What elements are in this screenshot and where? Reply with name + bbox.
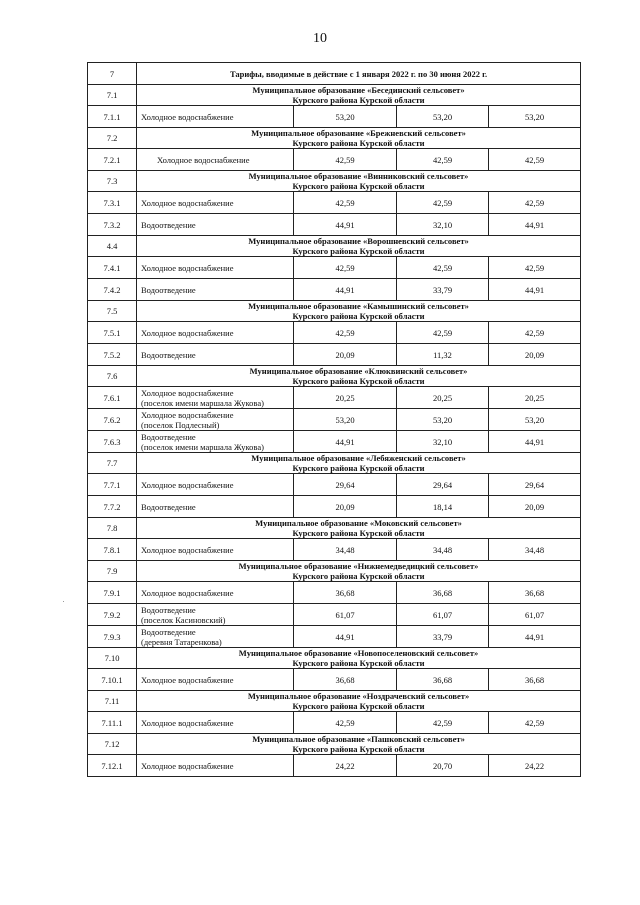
service-name-line: Водоотведение (141, 219, 196, 230)
tariff-value-3: 20,25 (489, 387, 581, 409)
tariff-value-1: 44,91 (294, 626, 397, 648)
tariff-value-1: 61,07 (294, 604, 397, 626)
service-name-line: Холодное водоснабжение (141, 387, 234, 398)
tariff-value-2: 42,59 (397, 322, 489, 344)
municipality-number: 7.5 (88, 301, 137, 322)
municipality-row (88, 301, 581, 322)
tariff-value-3: 44,91 (489, 431, 581, 453)
tariff-row (88, 582, 581, 604)
tariff-value-2: 42,59 (397, 149, 489, 171)
tariff-value-1: 20,09 (294, 496, 397, 518)
service-name (137, 192, 294, 214)
municipality-district-line: Курского района Курской области (292, 95, 425, 105)
service-name (137, 626, 294, 648)
service-name-line: Холодное водоснабжение (141, 409, 234, 420)
service-name-line: Водоотведение (141, 626, 196, 637)
scan-dot (63, 601, 64, 602)
tariff-number: 7.10.1 (88, 669, 137, 691)
municipality-name-line: Муниципальное образование «Моковский сельсовет» (255, 518, 462, 528)
municipality-district-line: Курского района Курской области (292, 181, 425, 191)
tariff-value-1: 53,20 (294, 106, 397, 128)
tariff-value-3: 44,91 (489, 626, 581, 648)
tariff-value-1: 42,59 (294, 322, 397, 344)
tariff-number: 7.1.1 (88, 106, 137, 128)
municipality-name (137, 236, 581, 257)
municipality-row (88, 734, 581, 755)
municipality-district-line: Курского района Курской области (292, 246, 425, 256)
municipality-name (137, 648, 581, 669)
municipality-name (137, 366, 581, 387)
service-location-line: (поселок имени маршала Жукова) (141, 397, 264, 408)
tariff-row (88, 192, 581, 214)
tariff-value-3: 42,59 (489, 149, 581, 171)
tariff-row (88, 106, 581, 128)
service-name-line: Холодное водоснабжение (141, 327, 234, 338)
tariff-value-2: 29,64 (397, 474, 489, 496)
tariff-value-2: 20,70 (397, 755, 489, 777)
municipality-number: 7.8 (88, 518, 137, 539)
municipality-number: 7.6 (88, 366, 137, 387)
tariff-value-2: 18,14 (397, 496, 489, 518)
tariff-number: 7.6.1 (88, 387, 137, 409)
tariff-row (88, 257, 581, 279)
tariff-value-2: 42,59 (397, 712, 489, 734)
municipality-name-line: Муниципальное образование «Клюквинский сельсовет» (249, 366, 468, 376)
tariff-value-1: 44,91 (294, 214, 397, 236)
municipality-number: 4.4 (88, 236, 137, 257)
municipality-row (88, 691, 581, 712)
tariff-value-1: 29,64 (294, 474, 397, 496)
tariff-row (88, 322, 581, 344)
municipality-row (88, 366, 581, 387)
tariff-number: 7.3.2 (88, 214, 137, 236)
tariff-value-1: 24,22 (294, 755, 397, 777)
section-number: 7 (88, 63, 137, 85)
municipality-number: 7.1 (88, 85, 137, 106)
municipality-number: 7.11 (88, 691, 137, 712)
municipality-name-line: Муниципальное образование «Новопоселеновский сельсовет» (238, 648, 479, 658)
tariff-row (88, 409, 581, 431)
tariff-number: 7.2.1 (88, 149, 137, 171)
service-name (137, 496, 294, 518)
municipality-district-line: Курского района Курской области (292, 138, 425, 148)
tariff-row (88, 712, 581, 734)
tariff-value-2: 36,68 (397, 669, 489, 691)
municipality-district-line: Курского района Курской области (292, 571, 425, 581)
tariff-row (88, 604, 581, 626)
tariff-value-2: 32,10 (397, 214, 489, 236)
tariff-row (88, 474, 581, 496)
tariff-value-2: 33,79 (397, 626, 489, 648)
tariff-value-3: 42,59 (489, 322, 581, 344)
tariff-value-3: 42,59 (489, 192, 581, 214)
municipality-row (88, 561, 581, 582)
service-name (137, 712, 294, 734)
tariff-value-2: 34,48 (397, 539, 489, 561)
tariff-number: 7.11.1 (88, 712, 137, 734)
municipality-district-line: Курского района Курской области (292, 376, 425, 386)
tariff-value-3: 44,91 (489, 214, 581, 236)
tariff-value-2: 53,20 (397, 409, 489, 431)
tariff-value-1: 44,91 (294, 279, 397, 301)
tariff-value-2: 53,20 (397, 106, 489, 128)
tariff-value-1: 42,59 (294, 149, 397, 171)
municipality-number: 7.2 (88, 128, 137, 149)
tariff-value-1: 42,59 (294, 712, 397, 734)
service-name-line: Холодное водоснабжение (141, 544, 234, 555)
municipality-number: 7.12 (88, 734, 137, 755)
service-name-line: Холодное водоснабжение (141, 760, 234, 771)
municipality-name (137, 691, 581, 712)
tariff-value-1: 44,91 (294, 431, 397, 453)
service-name (137, 582, 294, 604)
tariff-number: 7.8.1 (88, 539, 137, 561)
tariff-number: 7.9.1 (88, 582, 137, 604)
service-location-line: (поселок имени маршала Жукова) (141, 441, 264, 452)
tariff-value-1: 36,68 (294, 669, 397, 691)
tariff-value-1: 36,68 (294, 582, 397, 604)
service-name-line: Водоотведение (141, 501, 196, 512)
service-name (137, 257, 294, 279)
tariff-value-1: 20,25 (294, 387, 397, 409)
service-name (137, 344, 294, 366)
service-name-line: Холодное водоснабжение (141, 717, 234, 728)
tariff-value-2: 32,10 (397, 431, 489, 453)
municipality-name (137, 128, 581, 149)
service-location-line: (поселок Касиновский) (141, 614, 226, 625)
municipality-row (88, 518, 581, 539)
service-name (137, 387, 294, 409)
tariff-value-2: 33,79 (397, 279, 489, 301)
municipality-district-line: Курского района Курской области (292, 311, 425, 321)
service-name (137, 106, 294, 128)
tariff-row (88, 626, 581, 648)
service-name-line: Холодное водоснабжение (141, 479, 234, 490)
tariff-value-2: 42,59 (397, 192, 489, 214)
page-number: 10 (313, 31, 327, 46)
municipality-row (88, 236, 581, 257)
tariff-row (88, 431, 581, 453)
tariff-number: 7.5.1 (88, 322, 137, 344)
tariff-row (88, 755, 581, 777)
service-name (137, 149, 294, 171)
tariff-value-3: 36,68 (489, 669, 581, 691)
service-name-line: Холодное водоснабжение (141, 587, 234, 598)
service-name-line: Холодное водоснабжение (141, 111, 234, 122)
section-title: Тарифы, вводимые в действие с 1 января 2022 г. по 30 июня 2022 г. (137, 63, 581, 85)
service-name (137, 214, 294, 236)
municipality-row (88, 128, 581, 149)
tariff-number: 7.4.2 (88, 279, 137, 301)
service-name (137, 431, 294, 453)
municipality-number: 7.7 (88, 453, 137, 474)
municipality-row (88, 453, 581, 474)
municipality-name (137, 518, 581, 539)
tariff-row (88, 669, 581, 691)
tariff-value-1: 42,59 (294, 257, 397, 279)
tariff-value-2: 61,07 (397, 604, 489, 626)
municipality-district-line: Курского района Курской области (292, 658, 425, 668)
tariff-row (88, 344, 581, 366)
tariff-row (88, 214, 581, 236)
municipality-number: 7.9 (88, 561, 137, 582)
tariff-value-1: 34,48 (294, 539, 397, 561)
municipality-name (137, 85, 581, 106)
tariff-number: 7.3.1 (88, 192, 137, 214)
service-name-line: Водоотведение (141, 604, 196, 615)
tariff-value-1: 20,09 (294, 344, 397, 366)
service-location-line: (деревня Татаренкова) (141, 636, 222, 647)
tariff-value-2: 42,59 (397, 257, 489, 279)
tariff-value-2: 20,25 (397, 387, 489, 409)
municipality-district-line: Курского района Курской области (292, 463, 425, 473)
tariff-row (88, 387, 581, 409)
service-name (137, 474, 294, 496)
municipality-name (137, 301, 581, 322)
municipality-name-line: Муниципальное образование «Ворошневский сельсовет» (248, 236, 469, 246)
municipality-row (88, 648, 581, 669)
service-name-line: Холодное водоснабжение (141, 262, 234, 273)
tariff-value-3: 20,09 (489, 496, 581, 518)
municipality-row (88, 85, 581, 106)
tariff-number: 7.7.2 (88, 496, 137, 518)
tariff-number: 7.5.2 (88, 344, 137, 366)
tariff-number: 7.7.1 (88, 474, 137, 496)
service-name-line: Водоотведение (141, 284, 196, 295)
tariff-value-3: 42,59 (489, 257, 581, 279)
municipality-name (137, 171, 581, 192)
municipality-row (88, 171, 581, 192)
service-name (137, 669, 294, 691)
service-name-line: Водоотведение (141, 431, 196, 442)
municipality-name-line: Муниципальное образование «Бесединский сельсовет» (252, 85, 465, 95)
municipality-name-line: Муниципальное образование «Винниковский сельсовет» (248, 171, 469, 181)
tariff-value-2: 36,68 (397, 582, 489, 604)
municipality-name-line: Муниципальное образование «Лебяженский сельсовет» (251, 453, 466, 463)
municipality-district-line: Курского района Курской области (292, 744, 425, 754)
municipality-district-line: Курского района Курской области (292, 701, 425, 711)
municipality-name (137, 453, 581, 474)
service-name-line: Холодное водоснабжение (141, 674, 234, 685)
municipality-name (137, 561, 581, 582)
service-name (137, 755, 294, 777)
tariff-row (88, 496, 581, 518)
municipality-number: 7.10 (88, 648, 137, 669)
municipality-name-line: Муниципальное образование «Нижнемедведицкий сельсовет» (238, 561, 479, 571)
tariff-number: 7.12.1 (88, 755, 137, 777)
tariff-value-3: 29,64 (489, 474, 581, 496)
tariff-value-3: 42,59 (489, 712, 581, 734)
tariff-row (88, 539, 581, 561)
service-location-line: (поселок Подлесный) (141, 419, 220, 430)
tariff-table (87, 62, 581, 777)
tariff-number: 7.6.3 (88, 431, 137, 453)
municipality-name-line: Муниципальное образование «Пашковский сельсовет» (252, 734, 465, 744)
service-name (137, 604, 294, 626)
tariff-value-3: 53,20 (489, 409, 581, 431)
tariff-value-3: 44,91 (489, 279, 581, 301)
tariff-number: 7.9.3 (88, 626, 137, 648)
tariff-row (88, 279, 581, 301)
service-name-line: Холодное водоснабжение (141, 197, 234, 208)
tariff-value-2: 11,32 (397, 344, 489, 366)
municipality-number: 7.3 (88, 171, 137, 192)
municipality-name-line: Муниципальное образование «Камышинский сельсовет» (248, 301, 469, 311)
service-name-line: Водоотведение (141, 349, 196, 360)
tariff-row (88, 149, 581, 171)
tariff-value-3: 20,09 (489, 344, 581, 366)
municipality-name-line: Муниципальное образование «Ноздрачевский сельсовет» (247, 691, 470, 701)
tariff-value-3: 53,20 (489, 106, 581, 128)
tariff-value-1: 42,59 (294, 192, 397, 214)
tariff-number: 7.4.1 (88, 257, 137, 279)
service-name (137, 279, 294, 301)
tariff-number: 7.9.2 (88, 604, 137, 626)
tariff-value-3: 34,48 (489, 539, 581, 561)
service-name (137, 322, 294, 344)
municipality-name (137, 734, 581, 755)
tariff-value-3: 61,07 (489, 604, 581, 626)
tariff-value-1: 53,20 (294, 409, 397, 431)
tariff-table-body (88, 63, 581, 777)
table-header-row (88, 63, 581, 85)
service-name-line: Холодное водоснабжение (157, 154, 250, 165)
tariff-value-3: 24,22 (489, 755, 581, 777)
service-name (137, 539, 294, 561)
municipality-name-line: Муниципальное образование «Брежневский сельсовет» (251, 128, 466, 138)
service-name (137, 409, 294, 431)
municipality-district-line: Курского района Курской области (292, 528, 425, 538)
tariff-number: 7.6.2 (88, 409, 137, 431)
tariff-value-3: 36,68 (489, 582, 581, 604)
